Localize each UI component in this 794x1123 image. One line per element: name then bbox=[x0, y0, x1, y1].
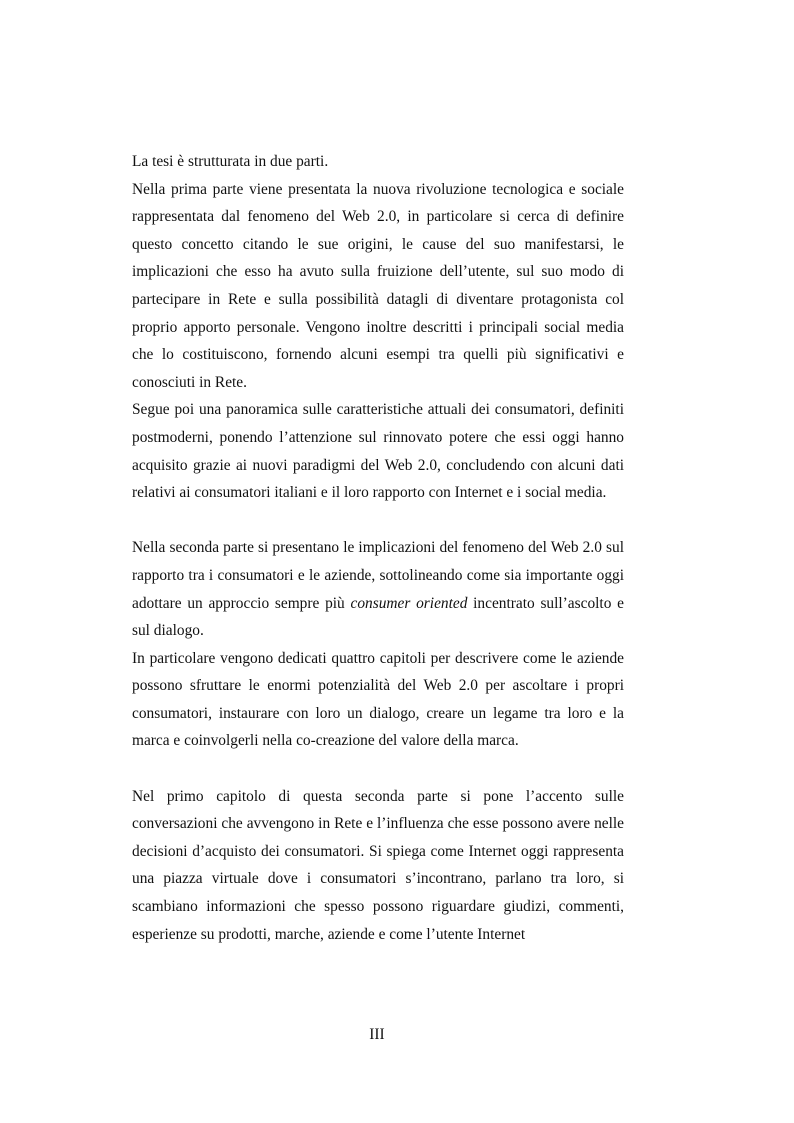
paragraph-first-part: Nella prima parte viene presentata la nuova rivoluzione tecnologica e sociale rappresentata dal fenomeno del Web 2.0, in particolare si cerca di definire questo concetto citando le sue origini, le cause del suo manifestarsi, le implicazioni che esso ha avuto sulla fruizione dell’utente, sul suo modo di partecipare in Rete e sulla possibilità datagli di diventare protagonista col proprio apporto personale. Vengono inoltre descritti i principali social media che lo costituiscono, fornendo alcuni esempi tra quelli più significativi e conosciuti in Rete. bbox=[132, 180, 624, 391]
second-part-text-end: incentrato sull’ascolto e sul dialogo. bbox=[132, 594, 624, 640]
paragraph-first-chapter: Nel primo capitolo di questa seconda parte si pone l’accento sulle conversazioni che avvengono in Rete e l’influenza che esse possono avere nelle decisioni d’acquisto dei consumatori. Si spiega come Internet oggi rappresenta una piazza virtuale dove i consumatori s’incontrano, parlano tra loro, si scambiano informazioni che spesso possono riguardare giudizi, commenti, esperienze su prodotti, marche, aziende e come l’utente Internet bbox=[132, 787, 624, 943]
paragraph-consumers-overview: Segue poi una panoramica sulle caratteristiche attuali dei consumatori, definiti postmoderni, ponendo l’attenzione sul rinnovato potere che essi oggi hanno acquisito grazie ai nuovi paradigmi del Web 2.0, concludendo con alcuni dati relativi ai consumatori italiani e il loro rapporto con Internet e i social media. bbox=[132, 401, 624, 502]
second-part-text-start: Nella seconda parte si presentano le implicazioni del fenomeno del Web 2.0 sul rapporto tra i consumatori e le aziende, sottolineando come sia importante oggi adottare un approccio sempre più bbox=[132, 539, 624, 612]
consumer-oriented-emphasis: consumer oriented bbox=[350, 594, 468, 612]
paragraph-four-chapters: In particolare vengono dedicati quattro capitoli per descrivere come le aziende possono sfruttare le enormi potenzialità del Web 2.0 per ascoltare i propri consumatori, instaurare con loro un dialogo, creare un legame tra loro e la marca e coinvolgerli nella co-creazione del valore della marca. bbox=[132, 649, 624, 750]
paragraph-spacer bbox=[132, 507, 624, 535]
page-number: III bbox=[369, 1026, 385, 1043]
page-body bbox=[132, 148, 624, 948]
paragraph-spacer bbox=[132, 755, 624, 783]
paragraph-second-part bbox=[132, 534, 624, 644]
paragraph-intro: La tesi è strutturata in due parti. bbox=[132, 153, 329, 170]
